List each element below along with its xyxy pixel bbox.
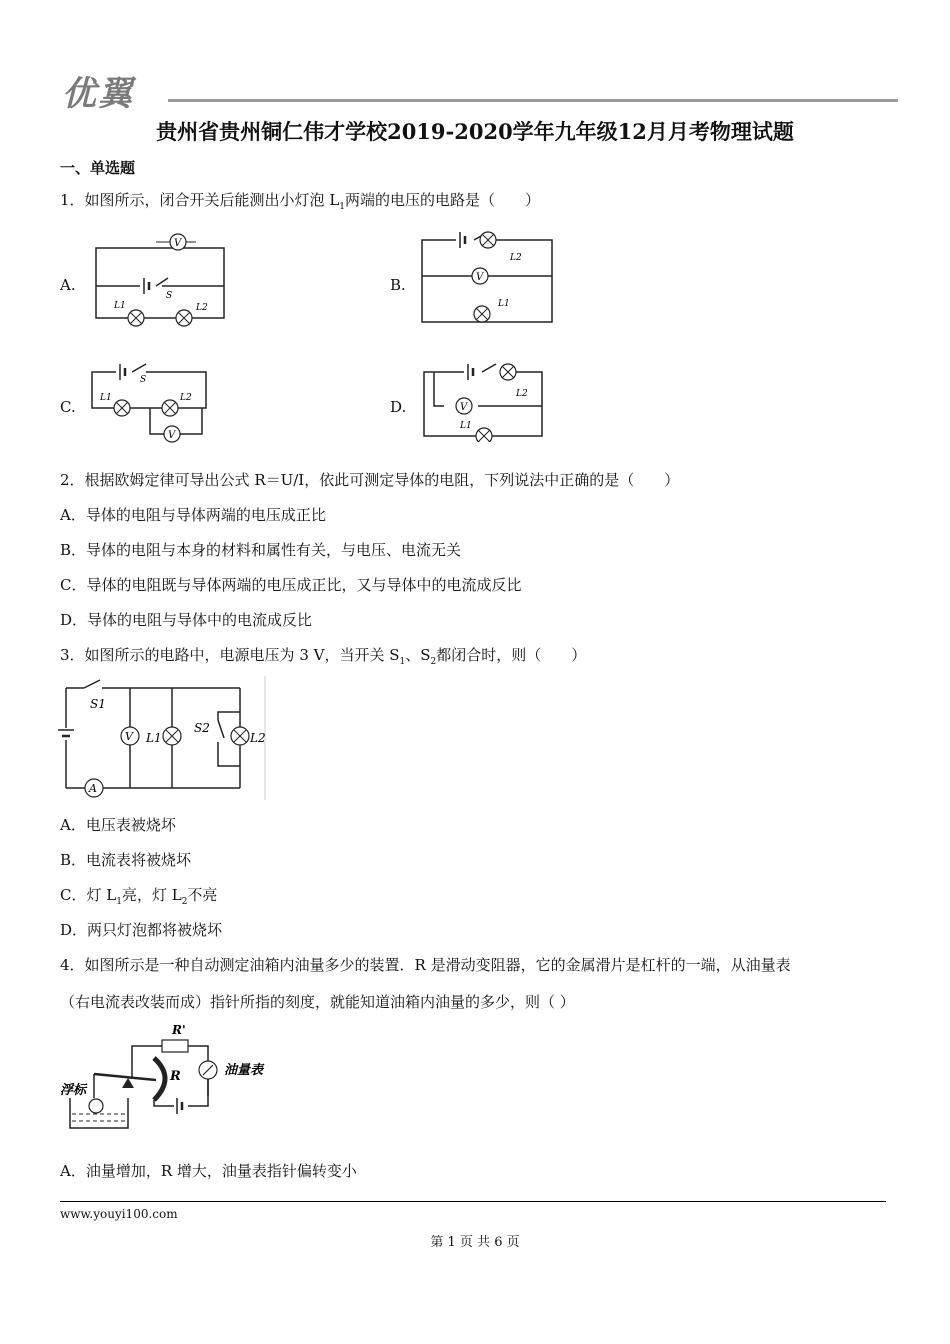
q1-circuit-b xyxy=(418,226,558,330)
q3-l2-label: L2 xyxy=(250,731,266,745)
q1-circuit-d xyxy=(420,356,548,442)
question-3-option-d: D．两只灯泡都将被烧坏 xyxy=(60,921,223,939)
question-4-stem-line-2: （右电流表改装而成）指针所指的刻度，就能知道油箱内油量的多少，则（ ） xyxy=(60,993,575,1011)
q1-circuit-c xyxy=(88,360,212,452)
section-heading: 一、单选题 xyxy=(60,159,136,177)
q1c-l1-label: L1 xyxy=(100,393,112,403)
q3-l1-label: L1 xyxy=(146,731,162,745)
question-2-option-b: B．导体的电阻与本身的材料和属性有关，与电压、电流无关 xyxy=(60,541,462,559)
question-3-option-b: B．电流表将被烧坏 xyxy=(60,851,192,869)
q1d-l1-label: L1 xyxy=(460,421,472,431)
q3-circuit xyxy=(58,676,268,802)
header-rule xyxy=(168,99,898,102)
q1a-l1-label: L1 xyxy=(114,301,126,311)
q1d-l2-label: L2 xyxy=(516,389,528,399)
page-title: 贵州省贵州铜仁伟才学校2019-2020学年九年级12月月考物理试题 xyxy=(156,119,794,144)
question-2-option-d: D．导体的电阻与导体中的电流成反比 xyxy=(60,611,313,629)
q4-r-label: R xyxy=(170,1069,181,1084)
q1-option-b-label: B. xyxy=(390,276,406,294)
question-2-option-c: C．导体的电阻既与导体两端的电压成正比，又与导体中的电流成反比 xyxy=(60,576,522,594)
footer-url: www.youyi100.com xyxy=(60,1207,178,1221)
q1-option-c-label: C. xyxy=(60,398,76,416)
question-2-option-a: A．导体的电阻与导体两端的电压成正比 xyxy=(60,506,326,524)
q3-voltmeter-label: V xyxy=(125,730,133,743)
q1b-voltmeter-label: V xyxy=(476,272,484,283)
page-number: 第 1 页 共 6 页 xyxy=(430,1235,520,1250)
question-3-stem: 3．如图所示的电路中，电源电压为 3 V，当开关 $S_1$、$S_2$都闭合时，则（ ） xyxy=(60,646,587,667)
q1b-l2-label: L2 xyxy=(510,253,522,263)
question-4-option-a: A．油量增加，R 增大，油量表指针偏转变小 xyxy=(60,1162,357,1180)
q1c-voltmeter-label: V xyxy=(168,430,176,441)
footer-rule xyxy=(60,1201,886,1202)
question-3-option-c: C．灯 $L_1$亮，灯 $L_2$不亮 xyxy=(60,886,218,907)
q1d-voltmeter-label: V xyxy=(460,402,468,413)
q4-float-label: 浮标 xyxy=(60,1083,87,1098)
q1a-l2-label: L2 xyxy=(196,303,208,313)
q4-gauge-label: 油量表 xyxy=(224,1063,264,1078)
q1b-l1-label: L1 xyxy=(498,299,510,309)
q3-ammeter-label: A xyxy=(89,782,97,795)
q1-option-a-label: A. xyxy=(60,276,76,294)
question-4-stem-line-1: 4．如图所示是一种自动测定油箱内油量多少的装置．R 是滑动变阻器，它的金属滑片是杠杆的一端，从油量表 xyxy=(60,956,791,974)
question-1-stem: 1．如图所示，闭合开关后能测出小灯泡 $L_1$两端的电压的电路是（ ） xyxy=(60,191,541,212)
q3-s2-label: S2 xyxy=(194,721,210,735)
q1a-voltmeter-label: V xyxy=(174,238,182,249)
brand-logo: 优翼 xyxy=(62,74,134,114)
q4-oil-gauge-device xyxy=(58,1022,288,1140)
q1c-switch-label: S xyxy=(140,375,147,385)
question-3-option-a: A．电压表被烧坏 xyxy=(60,816,176,834)
q1a-switch-label: S xyxy=(166,291,173,301)
question-2-stem: 2．根据欧姆定律可导出公式 R＝U/I，依此可测定导体的电阻，下列说法中正确的是（ ） xyxy=(60,471,680,489)
q1c-l2-label: L2 xyxy=(180,393,192,403)
q1-option-d-label: D. xyxy=(390,398,407,416)
q4-rprime-label: R' xyxy=(172,1023,186,1037)
q3-s1-label: S1 xyxy=(90,697,106,711)
q1-circuit-a xyxy=(92,228,230,330)
